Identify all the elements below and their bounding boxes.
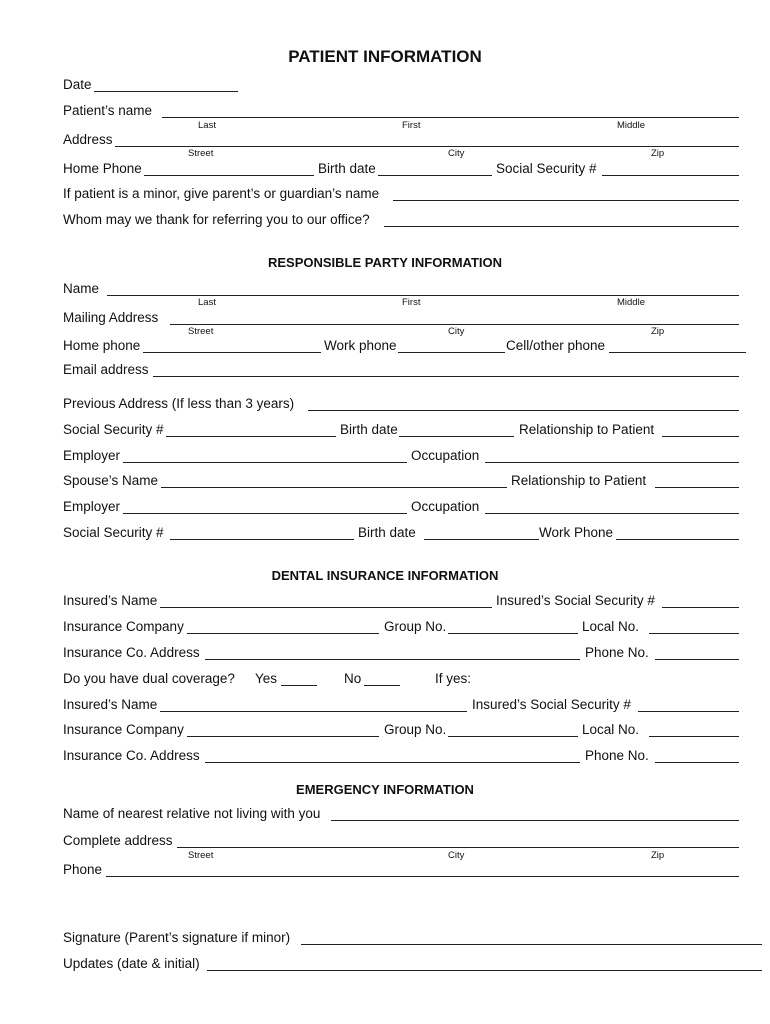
spouse-birth-date-label: Birth date	[358, 525, 416, 540]
email-field[interactable]	[153, 376, 739, 377]
spouse-ssn-label: Social Security #	[63, 525, 164, 540]
email-label: Email address	[63, 362, 149, 377]
insurance-phone-field[interactable]	[655, 659, 739, 660]
insured-name-field[interactable]	[160, 607, 492, 608]
insured-ssn-field[interactable]	[662, 607, 739, 608]
rp-work-phone-field[interactable]	[398, 352, 505, 353]
rp-sublabel-last: Last	[198, 297, 216, 308]
employer-field[interactable]	[123, 462, 407, 463]
minor-guardian-label: If patient is a minor, give parent’s or guardian’s name	[63, 186, 380, 201]
insurance-heading: DENTAL INSURANCE INFORMATION	[271, 568, 499, 583]
dual-yes-label: Yes	[255, 671, 278, 686]
group-no2-label: Group No.	[384, 722, 447, 737]
dual-coverage-label: Do you have dual coverage?	[63, 671, 235, 686]
complete-address-label: Complete address	[63, 833, 173, 848]
em-sublabel-zip: Zip	[651, 850, 665, 861]
minor-guardian-field[interactable]	[393, 200, 739, 201]
spouse-work-phone-label: Work Phone	[539, 525, 614, 540]
local-no2-label: Local No.	[582, 722, 640, 737]
spouse-employer-label: Employer	[63, 499, 121, 514]
birth-date-field[interactable]	[378, 175, 492, 176]
rp-relationship-label: Relationship to Patient	[519, 422, 655, 437]
sublabel-street: Street	[188, 148, 214, 159]
rp-relationship-field[interactable]	[662, 436, 739, 437]
spouse-work-phone-field[interactable]	[616, 539, 739, 540]
group-no2-field[interactable]	[448, 736, 578, 737]
spouse-birth-date-field[interactable]	[424, 539, 539, 540]
address-label: Address	[63, 132, 113, 147]
insurance-phone2-label: Phone No.	[585, 748, 649, 763]
insured-name2-label: Insured’s Name	[63, 697, 158, 712]
complete-address-field[interactable]	[177, 847, 739, 848]
insurance-company-field[interactable]	[187, 633, 379, 634]
rp-cell-field[interactable]	[609, 352, 746, 353]
em-sublabel-street: Street	[188, 850, 214, 861]
insurance-phone-label: Phone No.	[585, 645, 649, 660]
sublabel-middle: Middle	[617, 120, 645, 131]
local-no-field[interactable]	[649, 633, 739, 634]
insured-ssn2-label: Insured’s Social Security #	[472, 697, 631, 712]
updates-label: Updates (date & initial)	[63, 956, 200, 971]
spouse-occupation-field[interactable]	[485, 513, 739, 514]
spouse-name-label: Spouse’s Name	[63, 473, 159, 488]
if-yes-label: If yes:	[435, 671, 472, 686]
rp-sublabel-first: First	[402, 297, 421, 308]
em-phone-label: Phone	[63, 862, 103, 877]
rp-sublabel-street: Street	[188, 326, 214, 337]
insurance-company-label: Insurance Company	[63, 619, 184, 634]
dual-no-field[interactable]	[364, 685, 400, 686]
rp-name-label: Name	[63, 281, 100, 296]
rp-home-phone-field[interactable]	[143, 352, 321, 353]
prev-address-label: Previous Address (If less than 3 years)	[63, 396, 295, 411]
signature-label: Signature (Parent’s signature if minor)	[63, 930, 291, 945]
dual-no-label: No	[344, 671, 362, 686]
updates-field[interactable]	[207, 970, 762, 971]
em-sublabel-city: City	[448, 850, 465, 861]
date-field[interactable]	[94, 91, 238, 92]
sublabel-first: First	[402, 120, 421, 131]
local-no-label: Local No.	[582, 619, 640, 634]
page-title: PATIENT INFORMATION	[288, 47, 482, 66]
rp-ssn-field[interactable]	[166, 436, 336, 437]
rp-home-phone-label: Home phone	[63, 338, 141, 353]
group-no-label: Group No.	[384, 619, 447, 634]
mailing-address-field[interactable]	[170, 324, 739, 325]
spouse-ssn-field[interactable]	[170, 539, 354, 540]
rp-birth-date-field[interactable]	[399, 436, 514, 437]
patient-name-label: Patient’s name	[63, 103, 153, 118]
spouse-occupation-label: Occupation	[411, 499, 480, 514]
spouse-relationship-field[interactable]	[655, 487, 739, 488]
rp-sublabel-city: City	[448, 326, 465, 337]
dual-yes-field[interactable]	[281, 685, 317, 686]
relative-field[interactable]	[331, 820, 739, 821]
rp-birth-date-label: Birth date	[340, 422, 398, 437]
spouse-employer-field[interactable]	[123, 513, 407, 514]
local-no2-field[interactable]	[649, 736, 739, 737]
prev-address-field[interactable]	[308, 410, 739, 411]
insured-ssn-label: Insured’s Social Security #	[496, 593, 655, 608]
emergency-heading: EMERGENCY INFORMATION	[296, 782, 474, 797]
patient-name-field[interactable]	[162, 117, 739, 118]
date-label: Date	[63, 77, 92, 92]
employer-label: Employer	[63, 448, 121, 463]
rp-name-field[interactable]	[107, 295, 739, 296]
rp-cell-label: Cell/other phone	[506, 338, 606, 353]
sublabel-city: City	[448, 148, 465, 159]
birth-date-label: Birth date	[318, 161, 376, 176]
insured-name2-field[interactable]	[160, 711, 467, 712]
sublabel-zip: Zip	[651, 148, 665, 159]
group-no-field[interactable]	[448, 633, 578, 634]
referral-field[interactable]	[384, 226, 739, 227]
occupation-label: Occupation	[411, 448, 480, 463]
spouse-relationship-label: Relationship to Patient	[511, 473, 647, 488]
home-phone-label: Home Phone	[63, 161, 142, 176]
insurance-company2-field[interactable]	[187, 736, 379, 737]
address-field[interactable]	[115, 146, 739, 147]
insurance-company2-label: Insurance Company	[63, 722, 184, 737]
occupation-field[interactable]	[485, 462, 739, 463]
insurance-phone2-field[interactable]	[655, 762, 739, 763]
insurance-address-field[interactable]	[205, 659, 580, 660]
referral-label: Whom may we thank for referring you to our office?	[63, 212, 370, 227]
sublabel-last: Last	[198, 120, 216, 131]
ssn-field[interactable]	[602, 175, 739, 176]
insurance-address2-label: Insurance Co. Address	[63, 748, 200, 763]
rp-work-phone-label: Work phone	[324, 338, 397, 353]
rp-sublabel-zip: Zip	[651, 326, 665, 337]
em-phone-field[interactable]	[106, 876, 739, 877]
insurance-address-label: Insurance Co. Address	[63, 645, 200, 660]
ssn-label: Social Security #	[496, 161, 597, 176]
rp-sublabel-middle: Middle	[617, 297, 645, 308]
insured-name-label: Insured’s Name	[63, 593, 158, 608]
rp-ssn-label: Social Security #	[63, 422, 164, 437]
responsible-heading: RESPONSIBLE PARTY INFORMATION	[267, 255, 502, 270]
insured-ssn2-field[interactable]	[638, 711, 739, 712]
relative-label: Name of nearest relative not living with you	[63, 806, 321, 821]
mailing-address-label: Mailing Address	[63, 310, 159, 325]
signature-field[interactable]	[301, 944, 762, 945]
home-phone-field[interactable]	[144, 175, 314, 176]
spouse-name-field[interactable]	[161, 487, 507, 488]
insurance-address2-field[interactable]	[205, 762, 580, 763]
